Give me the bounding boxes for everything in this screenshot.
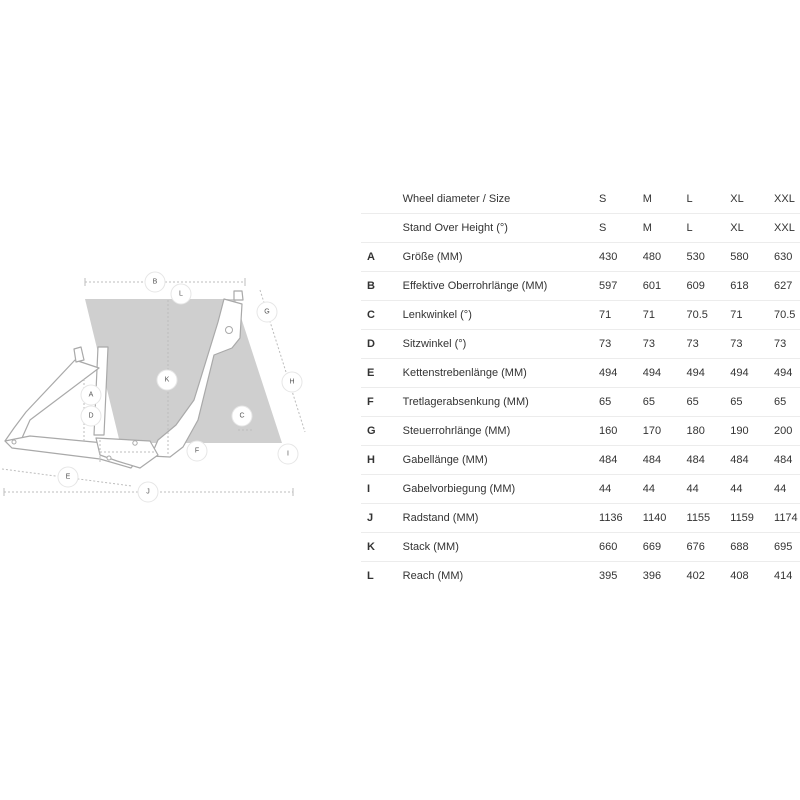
value-cell: 44 xyxy=(687,475,731,504)
table-row xyxy=(361,533,800,562)
label-b xyxy=(145,272,165,292)
value-cell: 71 xyxy=(643,301,687,330)
value-cell: 1159 xyxy=(730,504,774,533)
table-row xyxy=(361,475,800,504)
size-header-cell: XL xyxy=(730,214,774,243)
geometry-table xyxy=(361,185,800,590)
table-row xyxy=(361,388,800,417)
row-label: Größe (MM) xyxy=(403,243,599,272)
label-j xyxy=(138,482,158,502)
row-key: E xyxy=(361,359,403,388)
value-cell: 65 xyxy=(599,388,643,417)
table-row xyxy=(361,417,800,446)
value-cell: 190 xyxy=(730,417,774,446)
label-c-text: C xyxy=(239,412,245,420)
size-header-cell: XL xyxy=(730,185,774,214)
value-cell: 695 xyxy=(774,533,800,562)
size-header-cell: L xyxy=(687,185,731,214)
value-cell: 627 xyxy=(774,272,800,301)
value-cell: 580 xyxy=(730,243,774,272)
row-key xyxy=(361,214,403,243)
table-row xyxy=(361,243,800,272)
row-key xyxy=(361,185,403,214)
label-a xyxy=(81,385,101,405)
row-key: C xyxy=(361,301,403,330)
row-key: K xyxy=(361,533,403,562)
header-label: Stand Over Height (°) xyxy=(403,214,599,243)
value-cell: 494 xyxy=(643,359,687,388)
row-label: Reach (MM) xyxy=(402,570,464,582)
label-i xyxy=(278,444,298,464)
table-row xyxy=(361,504,800,533)
label-e-text: E xyxy=(65,473,71,481)
value-cell: 200 xyxy=(774,417,800,446)
value-cell: 396 xyxy=(642,570,662,582)
row-key: G xyxy=(361,417,403,446)
value-cell: 484 xyxy=(599,446,643,475)
table-header-row xyxy=(361,185,800,214)
row-key: H xyxy=(361,446,403,475)
label-f-text: F xyxy=(194,447,200,455)
label-d xyxy=(81,406,101,426)
value-cell: 73 xyxy=(643,330,687,359)
value-cell: 494 xyxy=(599,359,643,388)
value-cell: 618 xyxy=(730,272,774,301)
value-cell: 484 xyxy=(643,446,687,475)
label-c xyxy=(232,406,252,426)
size-header-cell: M xyxy=(643,214,687,243)
table-row xyxy=(361,446,800,475)
row-label: Sitzwinkel (°) xyxy=(403,330,599,359)
label-i-text: I xyxy=(287,450,289,458)
table-header-row xyxy=(361,214,800,243)
size-header-cell: XXL xyxy=(774,185,800,214)
value-cell: 73 xyxy=(774,330,800,359)
value-cell: 71 xyxy=(730,301,774,330)
value-cell: 609 xyxy=(687,272,731,301)
table-row xyxy=(361,330,800,359)
table-row xyxy=(361,272,800,301)
value-cell: 402 xyxy=(686,570,705,582)
value-cell: 65 xyxy=(643,388,687,417)
value-cell: 70.5 xyxy=(774,301,800,330)
row-label: Lenkwinkel (°) xyxy=(403,301,599,330)
label-k-text: K xyxy=(164,376,170,384)
value-cell: 160 xyxy=(599,417,643,446)
bottom-bracket xyxy=(133,441,137,445)
value-cell: 1174 xyxy=(774,504,800,533)
label-k xyxy=(157,370,177,390)
value-cell: 414 xyxy=(774,570,793,582)
size-header-cell: M xyxy=(643,185,687,214)
value-cell: 484 xyxy=(687,446,731,475)
label-e xyxy=(58,467,78,487)
value-cell: 597 xyxy=(599,272,643,301)
row-label: Effektive Oberrohrlänge (MM) xyxy=(403,272,599,301)
value-cell: 44 xyxy=(599,475,643,504)
value-cell: 65 xyxy=(774,388,800,417)
label-l-text: L xyxy=(179,290,183,298)
value-cell: 44 xyxy=(643,475,687,504)
value-cell: 180 xyxy=(687,417,731,446)
row-key: B xyxy=(361,272,403,301)
label-f xyxy=(187,441,207,461)
value-cell: 1136 xyxy=(599,504,643,533)
row-label: Gabellänge (MM) xyxy=(403,446,599,475)
row-key: F xyxy=(361,388,403,417)
rear-axle xyxy=(12,440,16,444)
value-cell: 494 xyxy=(687,359,731,388)
value-cell: 170 xyxy=(643,417,687,446)
label-b-text: B xyxy=(152,278,158,286)
value-cell: 688 xyxy=(730,533,774,562)
row-label: Tretlagerabsenkung (MM) xyxy=(403,388,599,417)
row-label: Radstand (MM) xyxy=(403,504,599,533)
value-cell: 494 xyxy=(730,359,774,388)
label-a-text: A xyxy=(88,391,94,399)
value-cell: 65 xyxy=(730,388,774,417)
value-cell: 494 xyxy=(774,359,800,388)
label-h xyxy=(282,372,302,392)
table-row xyxy=(361,301,800,330)
value-cell: 601 xyxy=(643,272,687,301)
value-cell: 44 xyxy=(730,475,774,504)
value-cell: 395 xyxy=(599,570,618,582)
label-j-text: J xyxy=(146,488,150,496)
value-cell: 480 xyxy=(643,243,687,272)
value-cell: 71 xyxy=(599,301,643,330)
bike-geometry-diagram xyxy=(0,258,320,508)
cable-port xyxy=(107,456,111,460)
row-key: J xyxy=(361,504,403,533)
row-key: D xyxy=(361,330,403,359)
label-g xyxy=(257,302,277,322)
row-label: Gabelvorbiegung (MM) xyxy=(403,475,599,504)
value-cell: 1155 xyxy=(687,504,731,533)
value-cell: 630 xyxy=(774,243,800,272)
value-cell: 1140 xyxy=(643,504,687,533)
table-row xyxy=(361,562,800,591)
value-cell: 484 xyxy=(730,446,774,475)
value-cell: 73 xyxy=(599,330,643,359)
size-header-cell: S xyxy=(599,185,643,214)
row-label: Stack (MM) xyxy=(403,533,599,562)
value-cell: 430 xyxy=(599,243,643,272)
value-cell: 73 xyxy=(687,330,731,359)
value-cell: 65 xyxy=(687,388,731,417)
value-cell: 70.5 xyxy=(687,301,731,330)
label-g-text: G xyxy=(264,308,270,316)
value-cell: 676 xyxy=(687,533,731,562)
value-cell: 73 xyxy=(730,330,774,359)
label-l xyxy=(171,284,191,304)
value-cell: 484 xyxy=(774,446,800,475)
headset-bearing xyxy=(226,327,233,334)
row-label: Steuerrohrlänge (MM) xyxy=(403,417,599,446)
header-label: Wheel diameter / Size xyxy=(403,185,599,214)
geometry-table-body xyxy=(361,185,800,590)
value-cell: 530 xyxy=(687,243,731,272)
row-key: A xyxy=(361,243,403,272)
size-header-cell: XXL xyxy=(774,214,800,243)
value-cell: 408 xyxy=(730,570,749,582)
value-cell: 669 xyxy=(643,533,687,562)
row-label: Kettenstrebenlänge (MM) xyxy=(403,359,599,388)
label-d-text: D xyxy=(88,412,94,420)
row-key: L xyxy=(367,570,374,582)
size-header-cell: S xyxy=(599,214,643,243)
size-header-cell: L xyxy=(687,214,731,243)
value-cell: 44 xyxy=(774,475,800,504)
value-cell: 660 xyxy=(599,533,643,562)
label-h-text: H xyxy=(289,378,295,386)
table-row xyxy=(361,359,800,388)
row-key: I xyxy=(361,475,403,504)
